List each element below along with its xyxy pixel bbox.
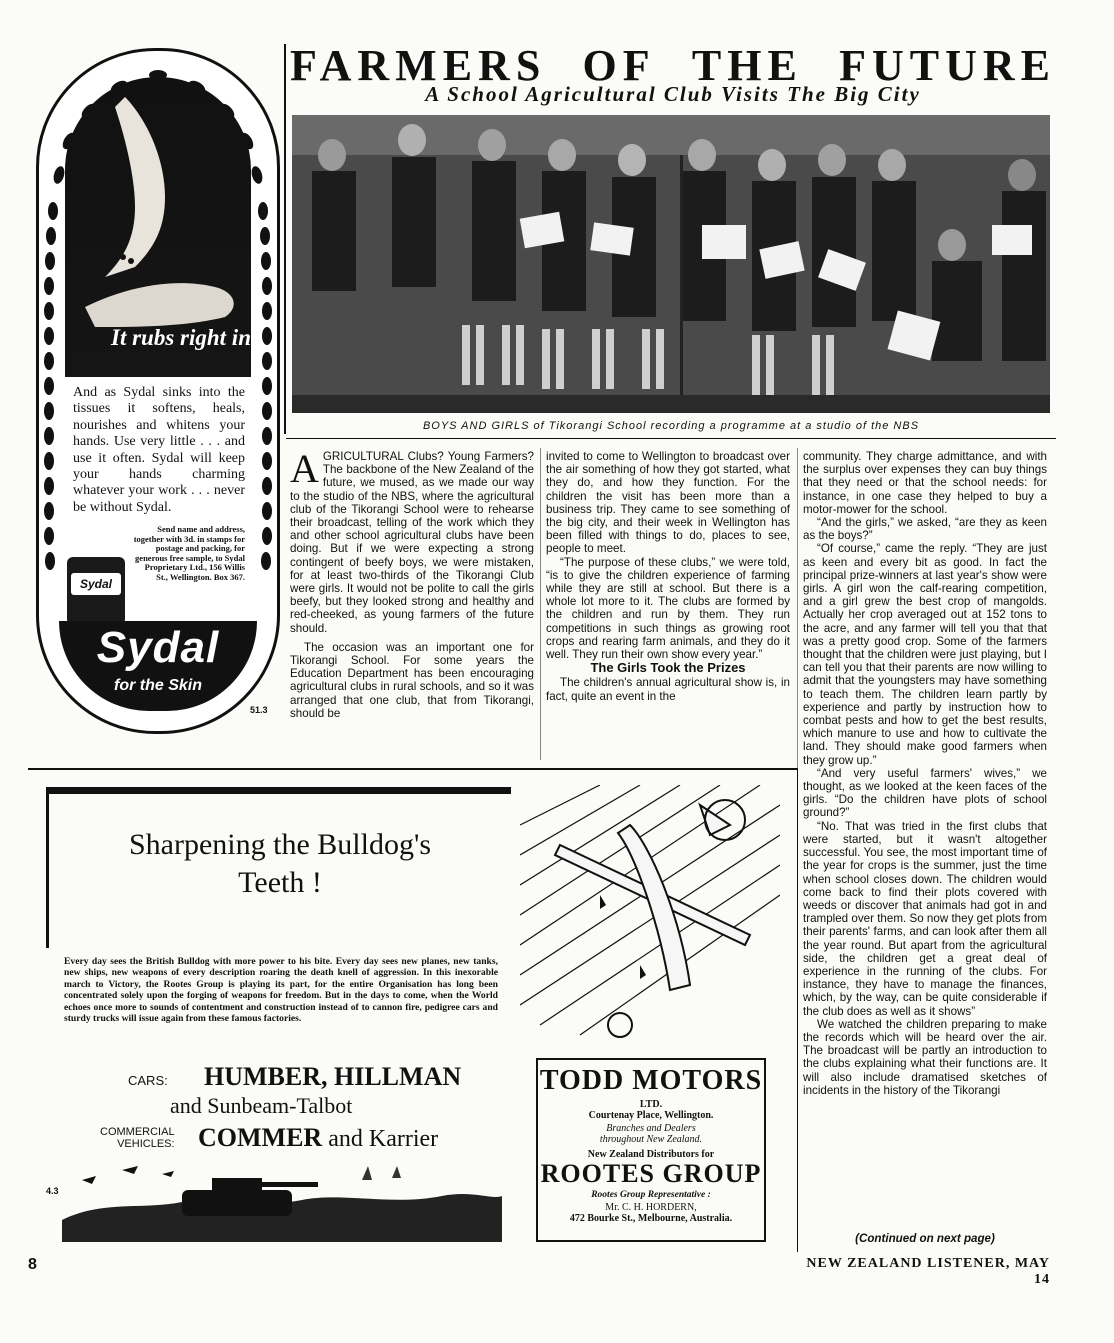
sydal-jar	[67, 557, 125, 625]
cars-line-2: and Sunbeam-Talbot	[170, 1093, 353, 1118]
rep-label: Rootes Group Representative :	[591, 1190, 711, 1200]
article-paragraph: “And the girls,” we asked, “are they as keen as the boys?”	[803, 516, 1047, 543]
cars-label: CARS:	[128, 1073, 168, 1088]
drop-cap: A	[290, 446, 319, 491]
todd-motors-ad	[536, 1058, 766, 1242]
article-paragraph: AGRICULTURAL Clubs? Young Farmers? The backbone of the New Zealand of the future, we mused, as we made our way to the studio of the NBS, where the agricultural club of the Tikorangi School were to rehearse their broadcast, telling of the work which they and other school agricultural clubs have been doing. But if we were expecting a strong contingent of beefy boys, we were mistaken, for at least two-thirds of the Tikorangi Club were girls. It would not be polite to call the girls beefy, but they looked strong and healthy and red-cheeked, as young farmers of the future should.	[290, 446, 534, 635]
choir-photo-illustration	[292, 115, 1050, 413]
commercial-vehicles-label: COMMERCIAL VEHICLES:	[100, 1126, 175, 1150]
title-word: FARMERS	[290, 41, 547, 90]
todd-branches-1: Branches and Dealers	[606, 1123, 696, 1134]
rootes-group-name: ROOTES GROUP	[540, 1159, 762, 1188]
sydal-advertisement	[36, 48, 280, 734]
page-number: 8	[28, 1256, 37, 1273]
rep-address: 472 Bourke St., Melbourne, Australia.	[569, 1213, 733, 1224]
photo-caption: BOYS AND GIRLS of Tikorangi School recording a programme at a studio of the NBS	[422, 420, 920, 432]
column-rule	[797, 768, 798, 1252]
article-paragraph: invited to come to Wellington to broadcast over the air something of how they got started, what they do, and how they function. For the children the visit has been more than a business trip. They came to see something of the big city, and their week in Wellington has been filled with things to do, places to see, people to meet.	[546, 450, 790, 556]
headline-line: Sharpening the Bulldog's	[128, 828, 432, 861]
rootes-body-copy: Every day sees the British Bulldog with more power to his bite. Every day sees new planes, new tanks, new ships, new weapons of every description roaring the death knell of aggression. In this inexorable march to Victory, the Rootes Group is playing its part, for the entire Organisation has long been concentrated solely upon the forging of weapons for freedom. But in the days to come, when the World echoes once more to sounds of contentment and construction instead of to cannon fire, pedigree cars and sturdy trucks will issue again from these famous factories.	[64, 956, 498, 1025]
article-column-1	[290, 446, 534, 720]
todd-branches-2: throughout New Zealand.	[599, 1134, 703, 1145]
commercial-vehicles-names: COMMER and Karrier	[198, 1123, 439, 1152]
title-word: FUTURE	[839, 41, 1056, 90]
todd-address: Courtenay Place, Wellington.	[588, 1110, 714, 1121]
todd-distributors: New Zealand Distributors for	[587, 1149, 715, 1160]
continued-note: (Continued on next page)	[855, 1232, 995, 1245]
article-paragraph: community. They charge admittance, and with the surplus over expenses they can buy things that they need or that the school needs: for instance, in one case they helped to buy a motor-mower for the school.	[803, 450, 1047, 516]
sydal-send-address: Send name and address, together with 3d. in stamps for postage and packing, for generous free sample, to Sydal Proprietary Ltd., 156 Willis St., Wellington. Box 367.	[133, 524, 245, 582]
article-paragraph: “No. That was tried in the first clubs that were started, but it wasn't altogether successful. You see, the most important time of the year for crops is the summer, just the time when school closes down. The children would come back to find their plots covered with weeds or discover that animals had got in and trampled over them. So now they get plots from their parents' farms, and can look after them all the year round. But apart from the agricultural side, the children get a great deal of experience in the running of the clubs. For instance, they have to manage the finances, which, by the way, can be quite considerable if the club does as well as it shows”	[803, 819, 1047, 1018]
spitfire-illustration	[520, 785, 780, 1053]
column-rule	[284, 44, 286, 434]
sydal-jar-label: Sydal	[71, 573, 121, 595]
title-word: OF	[582, 41, 656, 90]
caption-rule	[286, 438, 1056, 439]
article-paragraph: “Of course,” came the reply. “They are just as keen and every bit as good. In fact the principal prize-winners at last year's show were girls. A girl won the calf-rearing competition, and a girl grew the best crop of mangolds. Actually her crop averaged out at 152 tons to the acre, and any farmer will tell you that that was a pretty good crop. Some of the farmers thought that the children were just playing, but I can tell you that their parents are now willing to admit that the youngsters may have something to teach them. The children learn partly by experience and partly by instruction how to combat pests and how to get the best results, which manure to use and how to cultivate the land. They should make good farmers when they grow up.”	[803, 542, 1047, 767]
masthead-footer: NEW ZEALAND LISTENER, MAY 14	[806, 1256, 1050, 1287]
sydal-tagline: It rubs right in	[111, 325, 251, 350]
tank-battle-illustration	[62, 1160, 502, 1242]
cars-names: HUMBER, HILLMAN	[204, 1062, 462, 1091]
article-paragraph: The occasion was an important one for Tikorangi School. For some years the Education Department has been encouraging agricultural clubs in rural schools, and so it was arranged that one club, that from Tikorangi, should be	[290, 640, 534, 720]
hands-photo	[65, 77, 251, 377]
sydal-brand: Sydal	[96, 623, 220, 672]
section-rule	[28, 768, 798, 770]
section-subhead: The Girls Took the Prizes	[590, 660, 746, 676]
article-paragraph: “The purpose of these clubs,” we were told, “is to give the children experience of farming while they are still at school. But there is a whole lot more to it. The clubs are formed by the children and run by them. They run competitions in such things as growing root crops and rearing farm animals, and they do it well. They run their own show every year.”	[546, 555, 790, 662]
article-subtitle: A School Agricultural Club Visits The Big City	[425, 82, 921, 106]
rep-name: Mr. C. H. HORDERN,	[605, 1202, 697, 1213]
sydal-ad-code: 51.3	[250, 705, 268, 715]
todd-name: TODD MOTORS	[539, 1065, 763, 1096]
todd-ltd: LTD.	[639, 1099, 663, 1110]
article-photo	[292, 115, 1050, 413]
rootes-ad-code: 4.3	[46, 1186, 59, 1196]
column-rule	[540, 448, 541, 760]
article-column-2	[546, 450, 790, 703]
article-column-3	[803, 450, 1047, 1097]
article-paragraph: “And very useful farmers' wives,” we thought, as we looked at the keen faces of the girls. “Do the children have plots of school ground?”	[803, 766, 1047, 820]
sydal-copy: And as Sydal sinks into the tissues it softens, heals, nourishes and whitens your hands. Use very little . . . and use it often. Sydal will keep your hands charming whatever your work . . . never be without Sydal.	[73, 385, 245, 515]
article-paragraph: We watched the children preparing to make the records which will be heard over the air. The broadcast will be partly an introduction to the clubs explaining what their functions are. It will also include dramatised sketches of incidents in the history of the Tikorangi	[803, 1017, 1047, 1097]
sydal-brand-sub: for the Skin	[113, 677, 202, 694]
rootes-headline	[60, 826, 500, 902]
title-word: THE	[691, 41, 803, 90]
column-rule	[797, 448, 798, 768]
article-paragraph: The children's annual agricultural show is, in fact, quite an event in the	[546, 676, 790, 703]
headline-line: Teeth !	[238, 866, 322, 899]
